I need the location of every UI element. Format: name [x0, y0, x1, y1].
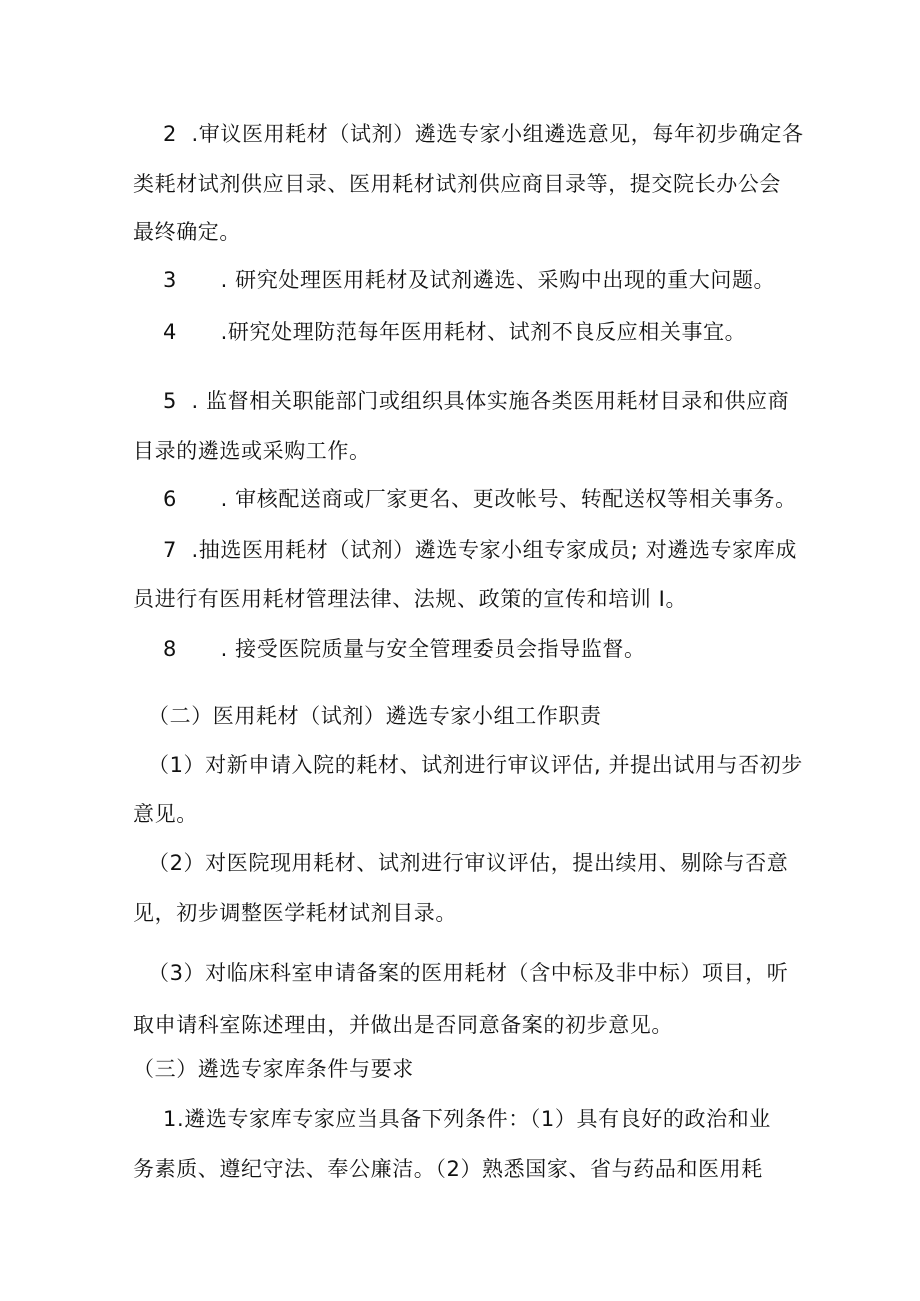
paragraph-line: 2 .审议医用耗材（试剂）遴选专家小组遴选意见，每年初步确定各 [163, 122, 804, 146]
paragraph-line: 4 .研究处理防范每年医用耗材、试剂不良反应相关事宜。 [163, 320, 747, 344]
paragraph-line: 5 . 监督相关职能部门或组织具体实施各类医用耗材目录和供应商 [163, 389, 790, 413]
paragraph-line: 见，初步调整医学耗材试剂目录。 [133, 901, 457, 925]
paragraph-line: 7 .抽选医用耗材（试剂）遴选专家小组专家成员; 对遴选专家库成 [163, 538, 797, 562]
paragraph-line: 6 . 审核配送商或厂家更名、更改帐号、转配送权等相关事务。 [163, 487, 797, 511]
paragraph-line: 取申请科室陈述理由，并做出是否同意备案的初步意见。 [133, 1013, 673, 1037]
paragraph-line: （3）对临床科室申请备案的医用耗材（含中标及非中标）项目，听 [148, 961, 789, 985]
paragraph-line: 务素质、遵纪守法、奉公廉洁。（2）熟悉国家、省与药品和医用耗 [133, 1157, 763, 1181]
paragraph-line: 1.遴选专家库专家应当具备下列条件：（1）具有良好的政治和业 [163, 1107, 771, 1131]
paragraph-line: 最终确定。 [133, 220, 241, 244]
paragraph-line: （1）对新申请入院的耗材、试剂进行审议评估, 并提出试用与否初步 [148, 753, 803, 777]
section-heading: （二）医用耗材（试剂）遴选专家小组工作职责 [148, 704, 602, 728]
paragraph-line: 目录的遴选或采购工作。 [133, 439, 371, 463]
paragraph-line: 8 . 接受医院质量与安全管理委员会指导监督。 [163, 637, 646, 661]
paragraph-line: 意见。 [133, 802, 198, 826]
paragraph-line: （2）对医院现用耗材、试剂进行审议评估，提出续用、剔除与否意 [148, 851, 789, 875]
paragraph-line: 类耗材试剂供应目录、医用耗材试剂供应商目录等，提交院长办公会 [133, 172, 781, 196]
paragraph-line: 3 . 研究处理医用耗材及试剂遴选、采购中出现的重大问题。 [163, 268, 776, 292]
paragraph-line: 员进行有医用耗材管理法律、法规、政策的宣传和培训 I。 [133, 587, 688, 611]
section-heading: （三）遴选专家库条件与要求 [133, 1057, 414, 1081]
